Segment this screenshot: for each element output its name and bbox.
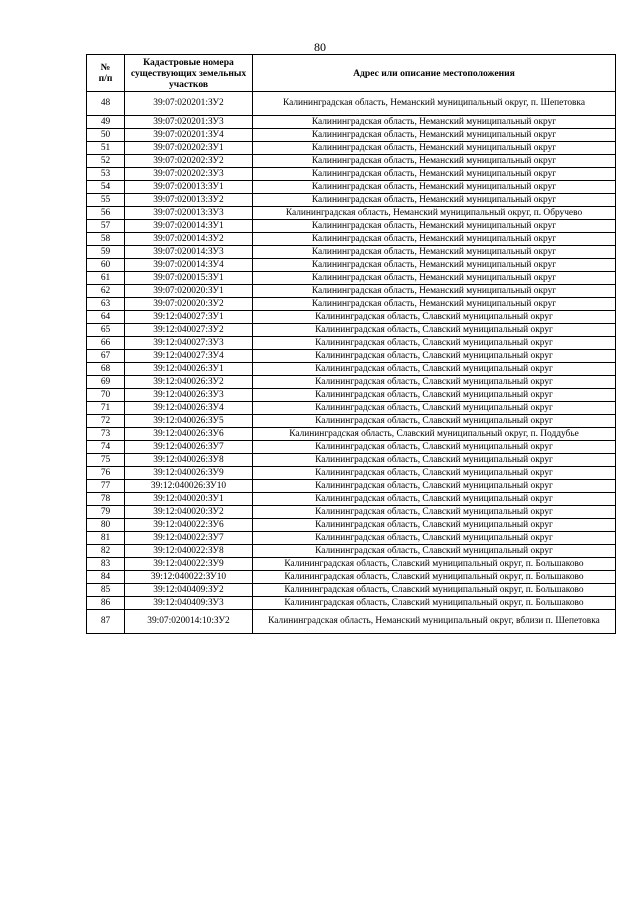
row-number-cell: 52 — [87, 155, 125, 168]
cadastral-number-cell: 39:12:040409:ЗУ3 — [125, 597, 253, 610]
address-cell: Калининградская область, Славский муниципальный округ — [253, 480, 616, 493]
table-row — [87, 168, 616, 181]
address-cell: Калининградская область, Неманский муниципальный округ, п. Обручево — [253, 207, 616, 220]
table-row — [87, 506, 616, 519]
land-plots-table — [86, 54, 616, 634]
address-cell: Калининградская область, Неманский муниципальный округ — [253, 194, 616, 207]
row-number-cell: 79 — [87, 506, 125, 519]
address-cell: Калининградская область, Неманский муниципальный округ — [253, 220, 616, 233]
address-cell: Калининградская область, Неманский муниципальный округ — [253, 259, 616, 272]
cadastral-number-cell: 39:12:040026:ЗУ6 — [125, 428, 253, 441]
header-cadastral-label: Кадастровые номера существующих земельных участков — [130, 56, 247, 90]
cadastral-number-cell: 39:07:020013:ЗУ2 — [125, 194, 253, 207]
row-number-cell: 67 — [87, 350, 125, 363]
cadastral-number-cell: 39:07:020014:ЗУ3 — [125, 246, 253, 259]
cadastral-number-cell: 39:12:040026:ЗУ5 — [125, 415, 253, 428]
cadastral-number-cell: 39:07:020013:ЗУ3 — [125, 207, 253, 220]
row-number-cell: 48 — [87, 92, 125, 116]
cadastral-number-cell: 39:12:040022:ЗУ10 — [125, 571, 253, 584]
address-cell: Калининградская область, Славский муниципальный округ — [253, 324, 616, 337]
address-cell: Калининградская область, Неманский муниципальный округ — [253, 246, 616, 259]
table-row — [87, 311, 616, 324]
cadastral-number-cell: 39:12:040026:ЗУ3 — [125, 389, 253, 402]
address-cell: Калининградская область, Неманский муниципальный округ — [253, 181, 616, 194]
table-row — [87, 610, 616, 634]
address-cell: Калининградская область, Славский муниципальный округ — [253, 441, 616, 454]
table-row — [87, 428, 616, 441]
address-cell: Калининградская область, Славский муниципальный округ — [253, 402, 616, 415]
table-row — [87, 402, 616, 415]
cadastral-number-cell: 39:07:020202:ЗУ2 — [125, 155, 253, 168]
cadastral-number-cell: 39:07:020201:ЗУ3 — [125, 116, 253, 129]
row-number-cell: 65 — [87, 324, 125, 337]
row-number-cell: 84 — [87, 571, 125, 584]
table-row — [87, 272, 616, 285]
row-number-cell: 60 — [87, 259, 125, 272]
row-number-cell: 87 — [87, 610, 125, 634]
row-number-cell: 62 — [87, 285, 125, 298]
row-number-cell: 63 — [87, 298, 125, 311]
address-cell: Калининградская область, Неманский муниципальный округ — [253, 298, 616, 311]
cadastral-number-cell: 39:12:040026:ЗУ4 — [125, 402, 253, 415]
table-row — [87, 441, 616, 454]
address-cell: Калининградская область, Неманский муниципальный округ, п. Шепетовка — [253, 92, 616, 116]
cadastral-number-cell: 39:12:040026:ЗУ2 — [125, 376, 253, 389]
table-row — [87, 571, 616, 584]
row-number-cell: 72 — [87, 415, 125, 428]
row-number-cell: 53 — [87, 168, 125, 181]
address-cell: Калининградская область, Славский муниципальный округ — [253, 545, 616, 558]
cadastral-number-cell: 39:07:020201:ЗУ2 — [125, 92, 253, 116]
header-number — [87, 55, 125, 92]
table-header-row — [87, 55, 616, 92]
cadastral-number-cell: 39:12:040027:ЗУ4 — [125, 350, 253, 363]
cadastral-number-cell: 39:12:040020:ЗУ2 — [125, 506, 253, 519]
table-row — [87, 545, 616, 558]
table-row — [87, 129, 616, 142]
row-number-cell: 81 — [87, 532, 125, 545]
row-number-cell: 57 — [87, 220, 125, 233]
cadastral-number-cell: 39:12:040409:ЗУ2 — [125, 584, 253, 597]
table-row — [87, 337, 616, 350]
address-cell: Калининградская область, Славский муниципальный округ — [253, 467, 616, 480]
address-cell: Калининградская область, Неманский муниципальный округ — [253, 168, 616, 181]
table-row — [87, 532, 616, 545]
cadastral-number-cell: 39:07:020014:ЗУ2 — [125, 233, 253, 246]
cadastral-number-cell: 39:07:020014:10:ЗУ2 — [125, 610, 253, 634]
address-cell: Калининградская область, Неманский муниципальный округ — [253, 142, 616, 155]
header-address — [253, 55, 616, 92]
table-row — [87, 246, 616, 259]
cadastral-number-cell: 39:12:040022:ЗУ7 — [125, 532, 253, 545]
cadastral-number-cell: 39:07:020015:ЗУ1 — [125, 272, 253, 285]
address-cell: Калининградская область, Славский муниципальный округ — [253, 493, 616, 506]
row-number-cell: 75 — [87, 454, 125, 467]
row-number-cell: 54 — [87, 181, 125, 194]
row-number-cell: 71 — [87, 402, 125, 415]
row-number-cell: 64 — [87, 311, 125, 324]
address-cell: Калининградская область, Славский муниципальный округ, п. Большаково — [253, 597, 616, 610]
address-cell: Калининградская область, Славский муниципальный округ, п. Большаково — [253, 571, 616, 584]
table-row — [87, 181, 616, 194]
address-cell: Калининградская область, Неманский муниципальный округ, вблизи п. Шепетовка — [253, 610, 616, 634]
row-number-cell: 51 — [87, 142, 125, 155]
table-row — [87, 155, 616, 168]
address-cell: Калининградская область, Славский муниципальный округ — [253, 311, 616, 324]
row-number-cell: 55 — [87, 194, 125, 207]
cadastral-number-cell: 39:07:020020:ЗУ1 — [125, 285, 253, 298]
row-number-cell: 83 — [87, 558, 125, 571]
row-number-cell: 61 — [87, 272, 125, 285]
table-row — [87, 467, 616, 480]
row-number-cell: 78 — [87, 493, 125, 506]
table-row — [87, 92, 616, 116]
row-number-cell: 56 — [87, 207, 125, 220]
address-cell: Калининградская область, Славский муниципальный округ — [253, 519, 616, 532]
cadastral-number-cell: 39:12:040026:ЗУ1 — [125, 363, 253, 376]
row-number-cell: 82 — [87, 545, 125, 558]
cadastral-number-cell: 39:07:020202:ЗУ1 — [125, 142, 253, 155]
cadastral-number-cell: 39:07:020202:ЗУ3 — [125, 168, 253, 181]
table-row — [87, 324, 616, 337]
row-number-cell: 73 — [87, 428, 125, 441]
address-cell: Калининградская область, Славский муниципальный округ — [253, 350, 616, 363]
address-cell: Калининградская область, Славский муниципальный округ — [253, 363, 616, 376]
table-row — [87, 285, 616, 298]
cadastral-number-cell: 39:12:040022:ЗУ8 — [125, 545, 253, 558]
table-row — [87, 142, 616, 155]
table-row — [87, 363, 616, 376]
row-number-cell: 58 — [87, 233, 125, 246]
cadastral-number-cell: 39:07:020013:ЗУ1 — [125, 181, 253, 194]
row-number-cell: 80 — [87, 519, 125, 532]
table-row — [87, 116, 616, 129]
row-number-cell: 49 — [87, 116, 125, 129]
table-row — [87, 519, 616, 532]
table-row — [87, 454, 616, 467]
row-number-cell: 59 — [87, 246, 125, 259]
address-cell: Калининградская область, Славский муниципальный округ, п. Большаково — [253, 558, 616, 571]
cadastral-number-cell: 39:12:040026:ЗУ8 — [125, 454, 253, 467]
table-row — [87, 389, 616, 402]
table-row — [87, 493, 616, 506]
row-number-cell: 86 — [87, 597, 125, 610]
table-row — [87, 597, 616, 610]
header-cadastral-numbers — [125, 55, 253, 92]
cadastral-number-cell: 39:12:040022:ЗУ6 — [125, 519, 253, 532]
table-row — [87, 415, 616, 428]
row-number-cell: 76 — [87, 467, 125, 480]
cadastral-number-cell: 39:12:040026:ЗУ10 — [125, 480, 253, 493]
address-cell: Калининградская область, Славский муниципальный округ — [253, 506, 616, 519]
row-number-cell: 68 — [87, 363, 125, 376]
cadastral-number-cell: 39:12:040027:ЗУ1 — [125, 311, 253, 324]
address-cell: Калининградская область, Славский муниципальный округ — [253, 337, 616, 350]
cadastral-number-cell: 39:12:040020:ЗУ1 — [125, 493, 253, 506]
header-number-label: № п/п — [98, 62, 113, 84]
table-row — [87, 558, 616, 571]
table-row — [87, 584, 616, 597]
address-cell: Калининградская область, Неманский муниципальный округ — [253, 129, 616, 142]
cadastral-number-cell: 39:07:020201:ЗУ4 — [125, 129, 253, 142]
address-cell: Калининградская область, Славский муниципальный округ — [253, 454, 616, 467]
address-cell: Калининградская область, Неманский муниципальный округ — [253, 116, 616, 129]
cadastral-number-cell: 39:12:040022:ЗУ9 — [125, 558, 253, 571]
table-row — [87, 259, 616, 272]
cadastral-number-cell: 39:12:040027:ЗУ2 — [125, 324, 253, 337]
cadastral-number-cell: 39:12:040026:ЗУ9 — [125, 467, 253, 480]
table-row — [87, 376, 616, 389]
row-number-cell: 50 — [87, 129, 125, 142]
address-cell: Калининградская область, Славский муниципальный округ — [253, 376, 616, 389]
address-cell: Калининградская область, Славский муниципальный округ, п. Поддубье — [253, 428, 616, 441]
address-cell: Калининградская область, Неманский муниципальный округ — [253, 285, 616, 298]
cadastral-number-cell: 39:07:020020:ЗУ2 — [125, 298, 253, 311]
address-cell: Калининградская область, Славский муниципальный округ — [253, 389, 616, 402]
address-cell: Калининградская область, Славский муниципальный округ, п. Большаково — [253, 584, 616, 597]
cadastral-number-cell: 39:07:020014:ЗУ1 — [125, 220, 253, 233]
cadastral-number-cell: 39:12:040027:ЗУ3 — [125, 337, 253, 350]
row-number-cell: 85 — [87, 584, 125, 597]
address-cell: Калининградская область, Неманский муниципальный округ — [253, 272, 616, 285]
address-cell: Калининградская область, Славский муниципальный округ — [253, 532, 616, 545]
table-row — [87, 233, 616, 246]
table-row — [87, 480, 616, 493]
row-number-cell: 74 — [87, 441, 125, 454]
cadastral-number-cell: 39:07:020014:ЗУ4 — [125, 259, 253, 272]
header-address-label: Адрес или описание местоположения — [353, 67, 515, 79]
table-row — [87, 207, 616, 220]
row-number-cell: 70 — [87, 389, 125, 402]
page-number: 80 — [314, 40, 326, 54]
cadastral-number-cell: 39:12:040026:ЗУ7 — [125, 441, 253, 454]
row-number-cell: 66 — [87, 337, 125, 350]
address-cell: Калининградская область, Неманский муниципальный округ — [253, 155, 616, 168]
table-row — [87, 350, 616, 363]
address-cell: Калининградская область, Славский муниципальный округ — [253, 415, 616, 428]
table-row — [87, 194, 616, 207]
table-row — [87, 298, 616, 311]
row-number-cell: 69 — [87, 376, 125, 389]
row-number-cell: 77 — [87, 480, 125, 493]
table-row — [87, 220, 616, 233]
address-cell: Калининградская область, Неманский муниципальный округ — [253, 233, 616, 246]
table-body — [87, 92, 616, 634]
